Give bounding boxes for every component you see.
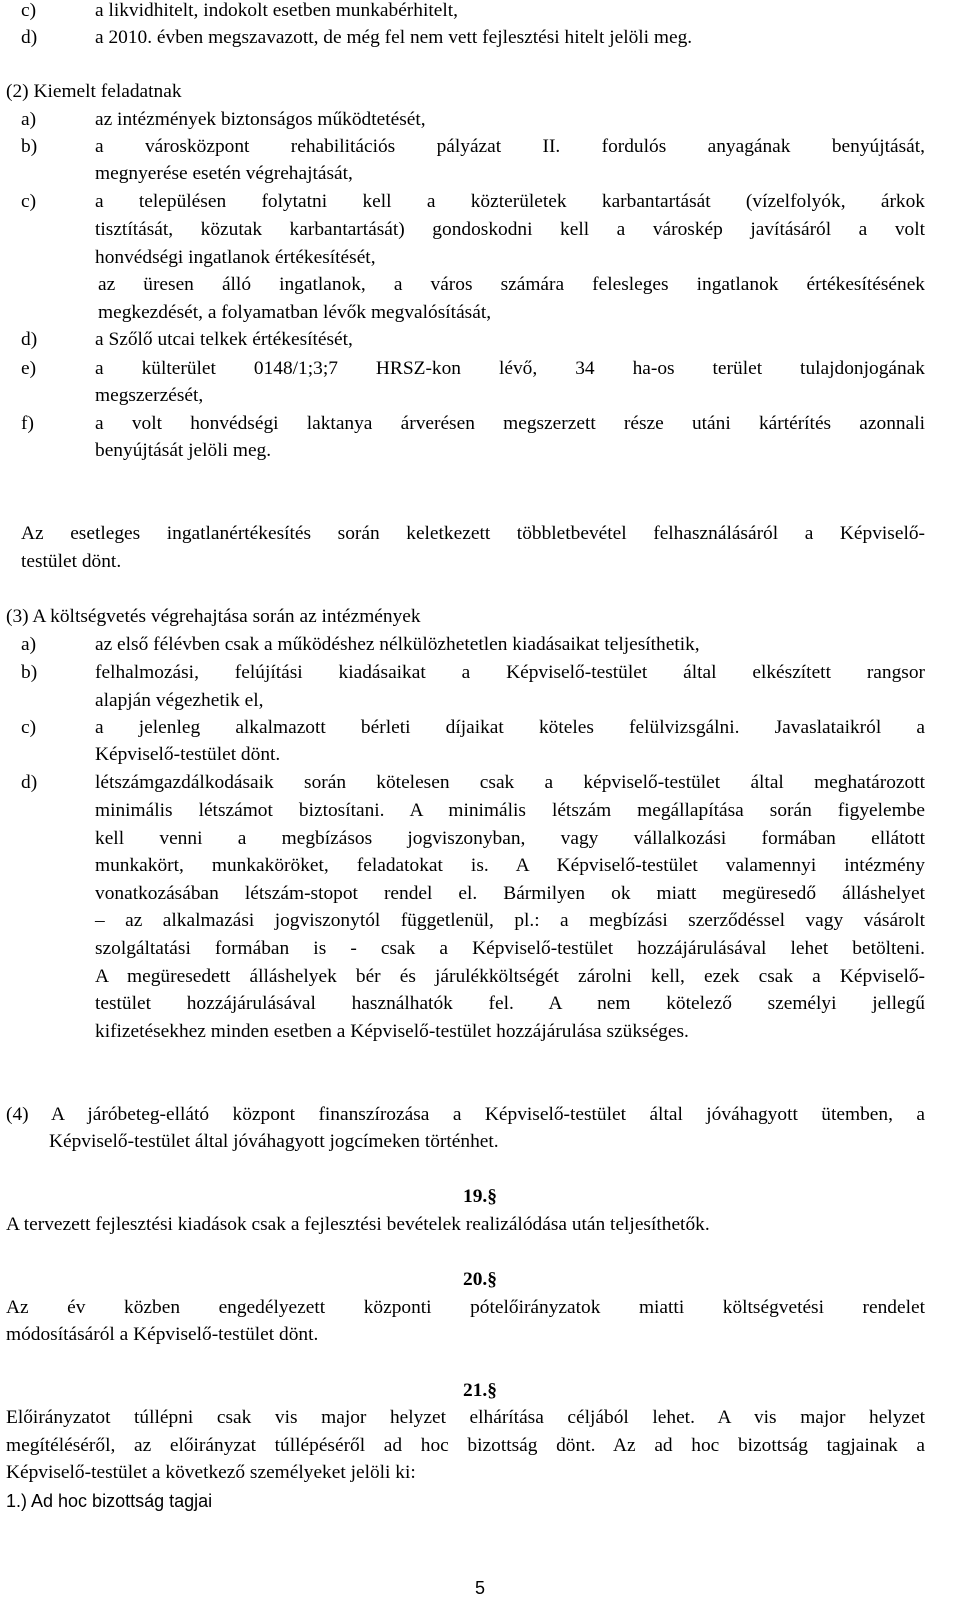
list-label: f) [21,413,34,434]
paragraph-text: Előirányzatot túllépni csak vis major helyzet elhárítása céljából lehet. A vis major helyzet [6,1407,925,1428]
paragraph-text: A tervezett fejlesztési kiadások csak a fejlesztési bevételek realizálódása után teljesíthetők. [6,1214,710,1235]
list-label: a) [21,634,37,655]
list-item-text: megszerzését, [95,385,204,406]
list-item-text: minimális létszámot biztosítani. A minimális létszám megállapítása során figyelembe [95,800,925,821]
list-label: a) [21,109,37,130]
list-item-text: a külterület 0148/1;3;7 HRSZ-kon lévő, 34 ha-os terület tulajdonjogának [95,358,925,379]
list-item-text: felhalmozási, felújítási kiadásaikat a Képviselő-testület által elkészített rangsor [95,662,925,683]
page-number: 5 [474,1578,485,1598]
list-item-text: a 2010. évben megszavazott, de még fel nem vett fejlesztési hitelt jelöli meg. [95,27,693,48]
list-label: b) [21,662,38,683]
list-item-text: 1.) Ad hoc bizottság tagjai [6,1491,213,1511]
list-label: b) [21,136,38,157]
paragraph-text: Az év közben engedélyezett központi pótelőirányzatok miatti költségvetési rendelet [6,1297,925,1318]
list-item-text: szolgáltatási formában is - csak a Képviselő-testület hozzájárulásával lehet betölteni. [95,938,925,959]
list-item-text: benyújtását jelöli meg. [95,440,272,461]
list-item-text: alapján végezhetik el, [95,690,264,711]
list-label: d) [21,772,38,793]
list-item-text: megkezdését, a folyamatban lévők megvalósítását, [98,302,492,323]
paragraph-text: módosításáról a Képviselő-testület dönt. [6,1324,319,1345]
list-item-text: a városközpont rehabilitációs pályázat II. fordulós anyagának benyújtását, [95,136,925,157]
list-item-text: az üresen álló ingatlanok, a város számára felesleges ingatlanok értékesítésének [98,274,925,295]
list-label: c) [21,191,37,212]
list-item-text: a jelenleg alkalmazott bérleti díjaikat köteles felülvizsgálni. Javaslataikról a [95,717,925,738]
list-item-text: kell venni a megbízásos jogviszonyban, vagy vállalkozási formában ellátott [95,828,925,849]
list-label: c) [21,0,37,21]
list-item-text: tisztítását, közutak karbantartását) gondoskodni kell a városkép javításáról a volt [95,219,925,240]
list-item-text: testület hozzájárulásával használhatók fel. A nem kötelező személyi jellegű [95,993,925,1014]
paragraph-text: Az esetleges ingatlanértékesítés során keletkezett többletbevétel felhasználásáról a Képviselő- [21,523,925,544]
section-number: 21.§ [463,1380,497,1401]
list-item-text: – az alkalmazási jogviszonytól függetlenül, pl.: a megbízási szerződéssel vagy vásárolt [95,910,925,931]
list-item-text: a volt honvédségi laktanya árverésen megszerzett része utáni kártérítés azonnali [95,413,925,434]
list-item-text: honvédségi ingatlanok értékesítését, [95,247,376,268]
list-item-text: A megüresedett álláshelyek bér és járulékköltségét zárolni kell, ezek csak a Képviselő- [95,966,925,987]
list-item-text: a Szőlő utcai telkek értékesítését, [95,329,353,350]
list-label: e) [21,358,37,379]
section-number: 20.§ [463,1269,497,1290]
section-number: 19.§ [463,1186,497,1207]
paragraph-text: Képviselő-testület által jóváhagyott jogcímeken történhet. [49,1131,499,1152]
list-item-text: vonatkozásában létszám-stopot rendel el. Bármilyen ok miatt megüresedő álláshelyet [95,883,925,904]
list-item-text: az intézmények biztonságos működtetését, [95,109,426,130]
list-item-text: megnyerése esetén végrehajtását, [95,163,353,184]
list-item-text: kifizetésekhez minden esetben a Képviselő-testület hozzájárulása szükséges. [95,1021,689,1042]
list-item-text: létszámgazdálkodásaik során kötelesen csak a képviselő-testület által meghatározott [95,772,925,793]
paragraph-text: testület dönt. [21,551,122,572]
paragraph-text: Képviselő-testület a következő személyeket jelöli ki: [6,1462,416,1483]
section-heading: (2) Kiemelt feladatnak [6,81,182,102]
list-item-text: az első félévben csak a működéshez nélkülözhetetlen kiadásaikat teljesíthetik, [95,634,700,655]
list-label: c) [21,717,37,738]
paragraph-text: megítéléséről, az előirányzat túllépéséről ad hoc bizottság dönt. Az ad hoc bizottság tagjainak a [6,1435,925,1456]
list-item-text: a településen folytatni kell a közterületek karbantartását (vízelfolyók, árkok [95,191,925,212]
list-item-text: Képviselő-testület dönt. [95,744,281,765]
section-heading: (4) A járóbeteg-ellátó központ finanszírozása a Képviselő-testület által jóváhagyott ütemben, a [6,1104,925,1125]
list-label: d) [21,329,38,350]
list-item-text: a likvidhitelt, indokolt esetben munkabérhitelt, [95,0,458,21]
list-label: d) [21,27,38,48]
section-heading: (3) A költségvetés végrehajtása során az intézmények [6,606,421,627]
list-item-text: munkakört, munkaköröket, feladatokat is. A Képviselő-testület valamennyi intézmény [95,855,925,876]
